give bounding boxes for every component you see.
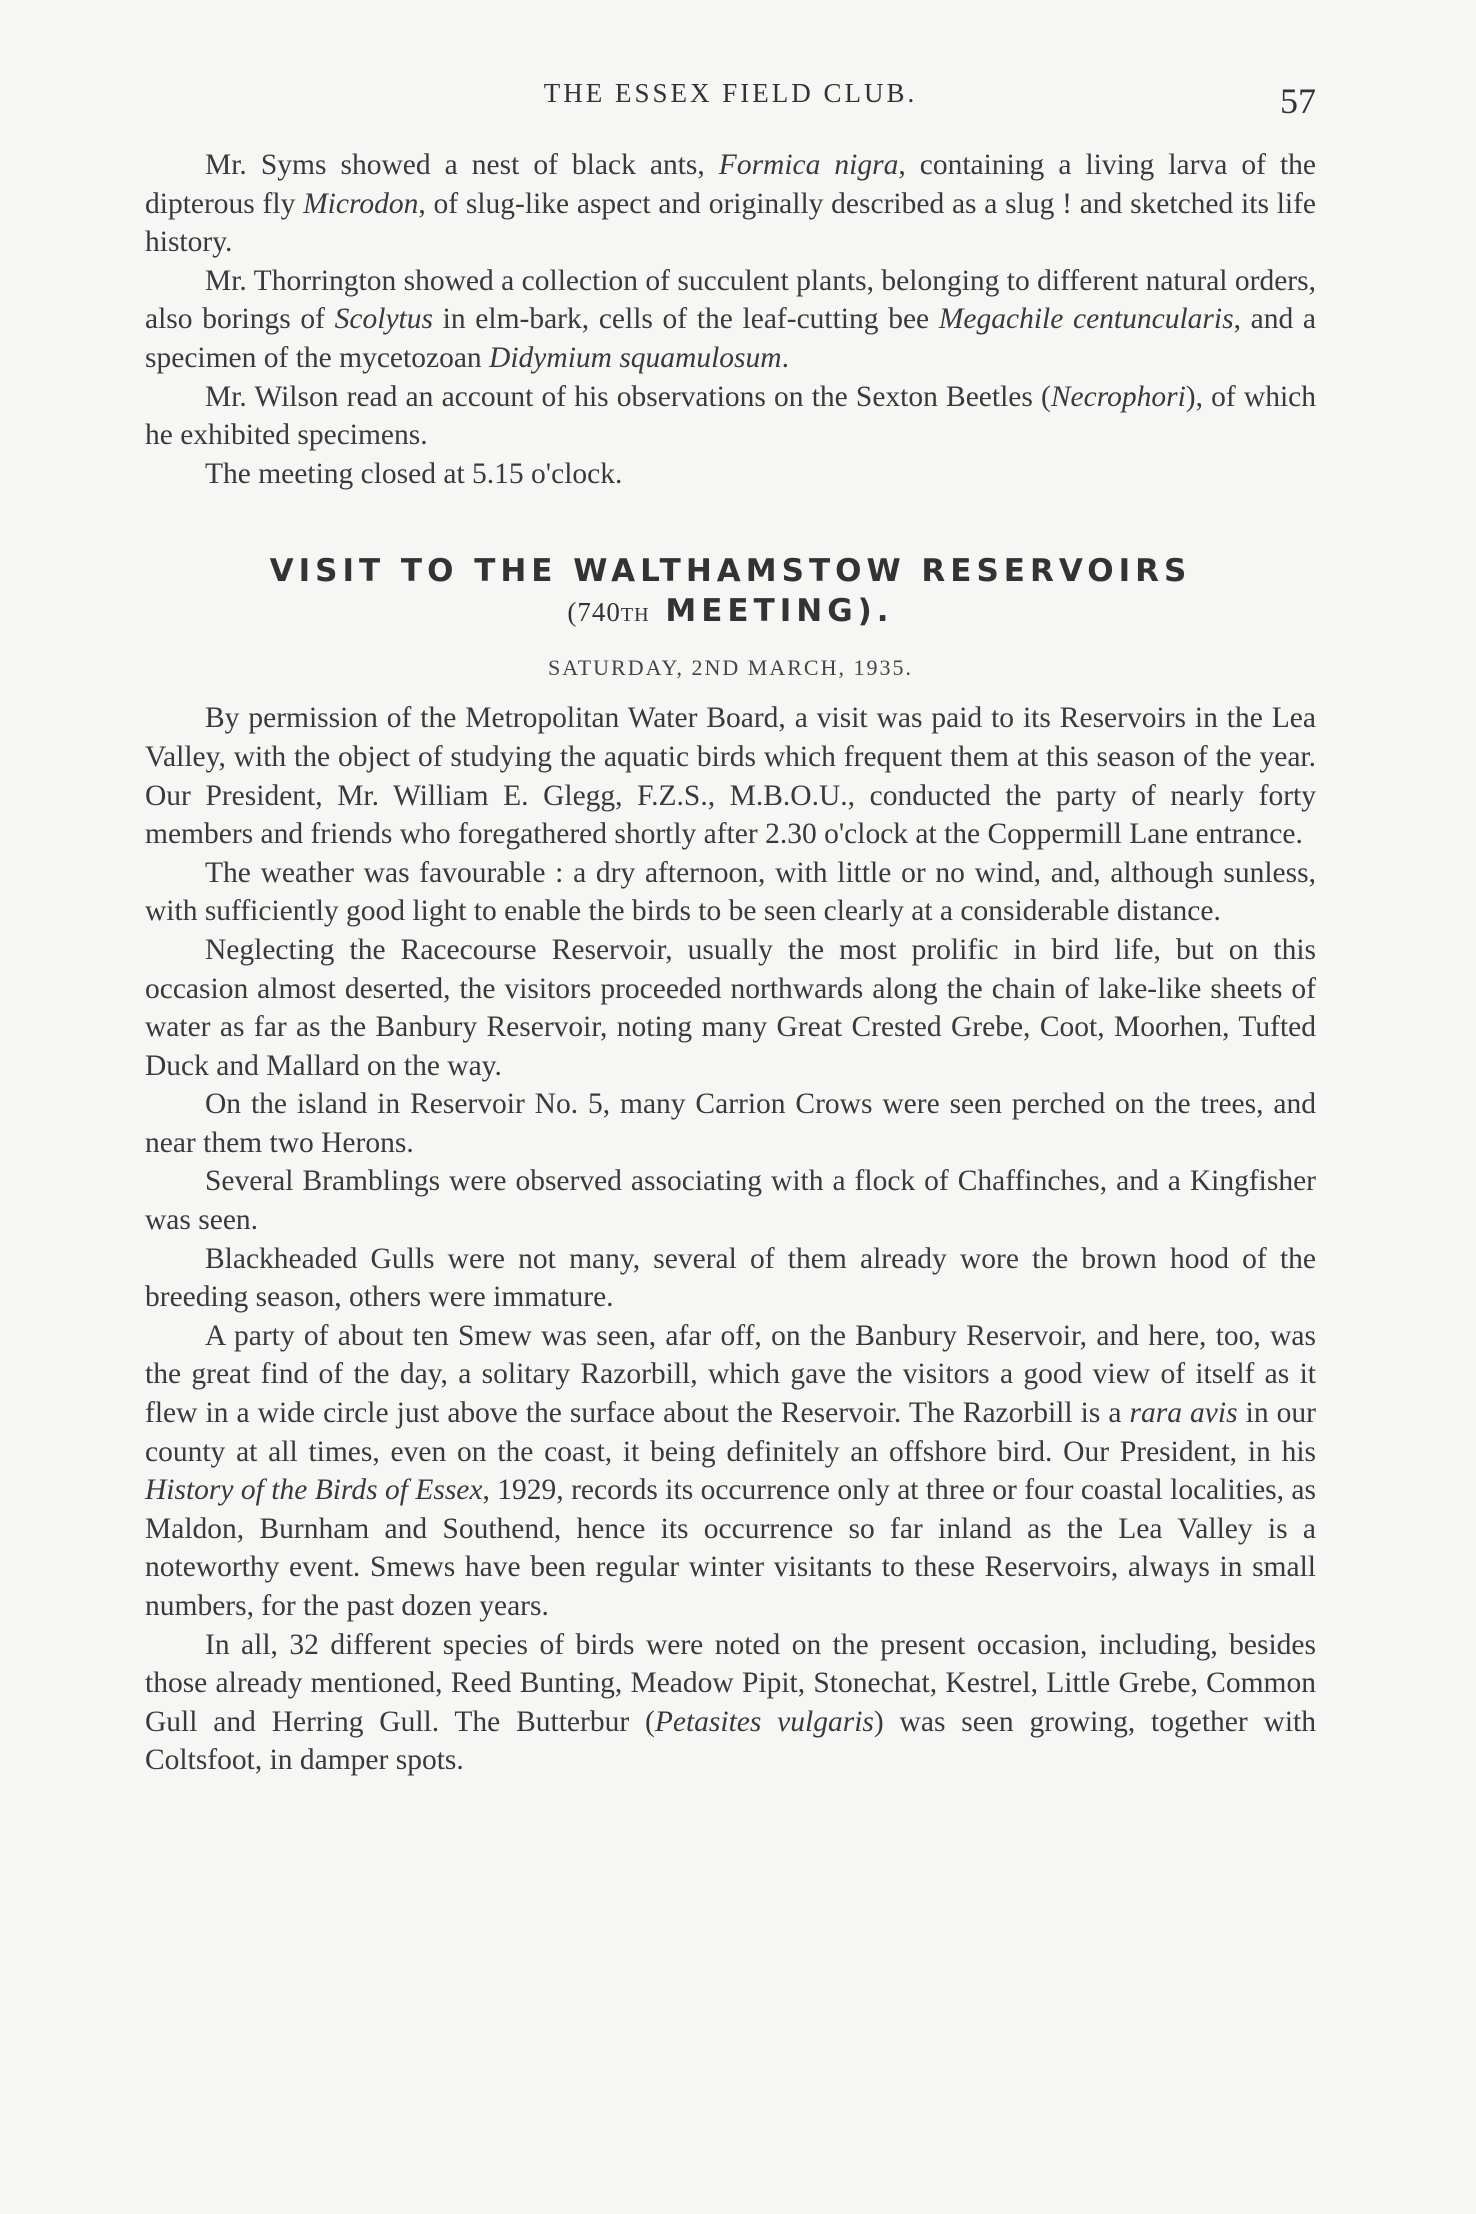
section-title: VISIT TO THE WALTHAMSTOW RESERVOIRS (269, 553, 1192, 590)
paragraph-thorrington (145, 262, 1316, 378)
section-heading (145, 551, 1316, 681)
paragraph-racecourse: Neglecting the Racecourse Reservoir, usually the most prolific in bird life, but on this occasion almost deserted, the visitors proceeded northwards along the chain of lake-like sheets of water as far as the Banbury Reservoir, noting many Great Crested Grebe, Coot, Moorhen, Tufted Duck and Mallard on the way. (145, 933, 1316, 1082)
text-run: Mr. Wilson read an account of his observations on the Sexton Beetles ( (205, 380, 1051, 413)
page-header (145, 70, 1316, 130)
running-head: THE ESSEX FIELD CLUB. (543, 78, 918, 108)
paragraph-island: On the island in Reservoir No. 5, many Carrion Crows were seen perched on the trees, and near them two Herons. (145, 1088, 1316, 1159)
subtitle-open: ( (567, 597, 578, 628)
text-run: , 1929, records its occurrence only at three or four coastal localities, as Maldon, Burnham and Southend, hence its occurrence so far inland as the Lea Valley is a noteworthy event. Smews have been regular winter visitants to these Reservoirs, always in small numbers, for the past dozen years. (145, 1474, 1316, 1622)
italic-run: Scolytus (334, 303, 433, 336)
italic-run: Megachile centuncularis (938, 303, 1234, 336)
text-run: , and a specimen of the mycetozoan (145, 303, 1317, 374)
text-run: . (781, 341, 789, 374)
text-run: ), of which he exhibited specimens. (145, 380, 1316, 452)
ordinal-suffix: TH (620, 604, 650, 627)
section-subtitle (145, 591, 1316, 635)
meeting-number: 740 (577, 597, 621, 628)
text-run: Mr. Syms showed a nest of black ants, (205, 149, 719, 181)
text-run: Mr. Thorrington showed a collection of succulent plants, belonging to different natural orders, also borings of (145, 264, 1316, 336)
text-run: , of slug-like aspect and originally described as a slug ! and sketched its life history. (145, 187, 1316, 259)
italic-run: Microdon (303, 187, 419, 220)
italic-run: History of the Birds of Essex (145, 1474, 483, 1507)
paragraph-species (145, 1626, 1316, 1780)
page-number: 57 (1280, 81, 1316, 121)
text-run: ) was seen growing, together with Coltsfoot, in damper spots. (145, 1705, 1316, 1777)
subtitle-rest: MEETING). (649, 593, 894, 630)
paragraph-wilson (145, 378, 1316, 455)
italic-run: Necrophori (1050, 380, 1186, 413)
paragraph-meeting-closed: The meeting closed at 5.15 o'clock. (205, 457, 623, 490)
paragraph-bramblings: Several Bramblings were observed associating with a flock of Chaffinches, and a Kingfisher was seen. (145, 1165, 1316, 1237)
paragraph-razorbill (145, 1317, 1316, 1626)
italic-run: Formica nigra (718, 149, 899, 181)
text-run: in elm-bark, cells of the leaf-cutting bee (432, 303, 939, 336)
italic-run: Didymium squamulosum (489, 341, 782, 374)
meeting-date: SATURDAY, 2ND MARCH, 1935. (548, 655, 913, 681)
italic-run: Petasites vulgaris (654, 1705, 874, 1738)
paragraph-syms (145, 146, 1316, 262)
text-run: , containing a living larva of the dipterous fly (145, 149, 1316, 220)
paragraph-gulls: Blackheaded Gulls were not many, several of them already wore the brown hood of the breeding season, others were immature. (145, 1242, 1316, 1314)
paragraph-permission: By permission of the Metropolitan Water Board, a visit was paid to its Reservoirs in the Lea Valley, with the object of studying the aquatic birds which frequent them at this season of the year. Our President, Mr. William E. Glegg, F.Z.S., M.B.O.U., conducted the party of nearly forty members and friends who foregathered shortly after 2.30 o'clock at the Coppermill Lane entrance. (145, 702, 1316, 851)
text-run: A party of about ten Smew was seen, afar off, on the Banbury Reservoir, and here, too, was the great find of the day, a solitary Razorbill, which gave the visitors a good view of itself as it flew in a wide circle just above the surface about the Reservoir. The Razorbill is a (145, 1319, 1316, 1430)
text-run: In all, 32 different species of birds were noted on the present occasion, including, besides those already mentioned, Reed Bunting, Meadow Pipit, Stonechat, Kestrel, Little Grebe, Common Gull and Herring Gull. The Butterbur ( (145, 1628, 1316, 1738)
paragraph-weather: The weather was favourable : a dry afternoon, with little or no wind, and, although sunless, with sufficiently good light to enable the birds to be seen clearly at a considerable distance. (145, 856, 1316, 928)
text-run: in our county at all times, even on the coast, it being definitely an offshore bird. Our President, in his (145, 1397, 1316, 1468)
italic-run: rara avis (1129, 1397, 1238, 1430)
